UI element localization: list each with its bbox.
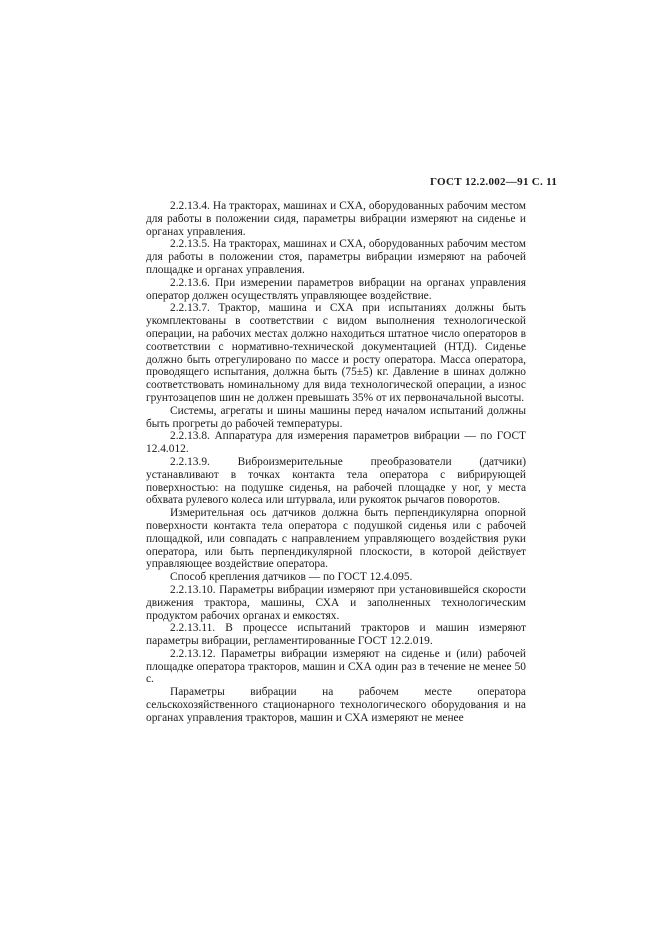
- paragraph-2-2-13-4: 2.2.13.4. На тракторах, машинах и СХА, оборудованных рабочим местом для работы в положении сидя, параметры вибрации измеряют на сиденье и органах управления.: [146, 200, 526, 238]
- paragraph-systems-warmup: Системы, агрегаты и шины машины перед началом испытаний должны быть прогреты до рабочей температуры.: [146, 404, 526, 430]
- paragraph-2-2-13-11: 2.2.13.11. В процессе испытаний тракторов и машин измеряют параметры вибрации, регламентированные ГОСТ 12.2.019.: [146, 622, 526, 648]
- paragraph-2-2-13-10: 2.2.13.10. Параметры вибрации измеряют при установившейся скорости движения трактора, машины, СХА и заполненных технологическим продуктом рабочих органах и емкостях.: [146, 583, 526, 622]
- paragraph-sensor-mounting: Способ крепления датчиков — по ГОСТ 12.4.095.: [170, 571, 413, 584]
- paragraph-2-2-13-6: 2.2.13.6. При измерении параметров вибрации на органах управления оператор должен осуществлять управляющее воздействие.: [146, 276, 526, 302]
- paragraph-measuring-axis: Измерительная ось датчиков должна быть перпендикулярна опорной поверхности контакта тела оператора с подушкой сиденья или с рабочей площадкой, или совпадать с направлением управляющего воздействия руки оператора, или быть перпендикулярной плоскости, в которой действует управляющее воздействие оператора.: [146, 507, 526, 571]
- paragraph-2-2-13-12: 2.2.13.12. Параметры вибрации измеряют на сиденье и (или) рабочей площадке оператора тракторов, машин и СХА один раз в течение не менее 50 с.: [146, 647, 526, 686]
- paragraph-2-2-13-8: 2.2.13.8. Аппаратура для измерения параметров вибрации — по ГОСТ 12.4.012.: [146, 430, 526, 456]
- body-text: [146, 200, 526, 725]
- paragraph-stationary-equipment: Параметры вибрации на рабочем месте оператора сельскохозяйственного стационарного технологического оборудования и на органах управления тракторов, машин и СХА измеряют не менее: [146, 686, 526, 724]
- paragraph-2-2-13-9: 2.2.13.9. Виброизмерительные преобразователи (датчики) устанавливают в точках контакта тела оператора с вибрирующей поверхностью: на подушке сиденья, на рабочей площадке у ног, у места обхвата рулевого колеса или штурвала, или рукояток рычагов поворотов.: [146, 455, 526, 507]
- paragraph-2-2-13-5: 2.2.13.5. На тракторах, машинах и СХА, оборудованных рабочим местом для работы в положении стоя, параметры вибрации измеряют на рабочей площадке и органах управления.: [146, 238, 526, 276]
- paragraph-2-2-13-7: 2.2.13.7. Трактор, машина и СХА при испытаниях должны быть укомплектованы в соответствии с видом выполнения технологической операции, на рабочих местах должно находиться штатное число операторов в соответствии с нормативно-технической документацией (НТД). Сиденье должно быть отрегулировано по массе и росту оператора. Масса оператора, проводящего испытания, должна быть (75±5) кг. Давление в шинах должно соответствовать номинальному для вида технологической операции, а износ грунтозацепов шин не должен превышать 35% от их первоначальной высоты.: [146, 302, 526, 404]
- page-header: ГОСТ 12.2.002—91 С. 11: [430, 176, 558, 188]
